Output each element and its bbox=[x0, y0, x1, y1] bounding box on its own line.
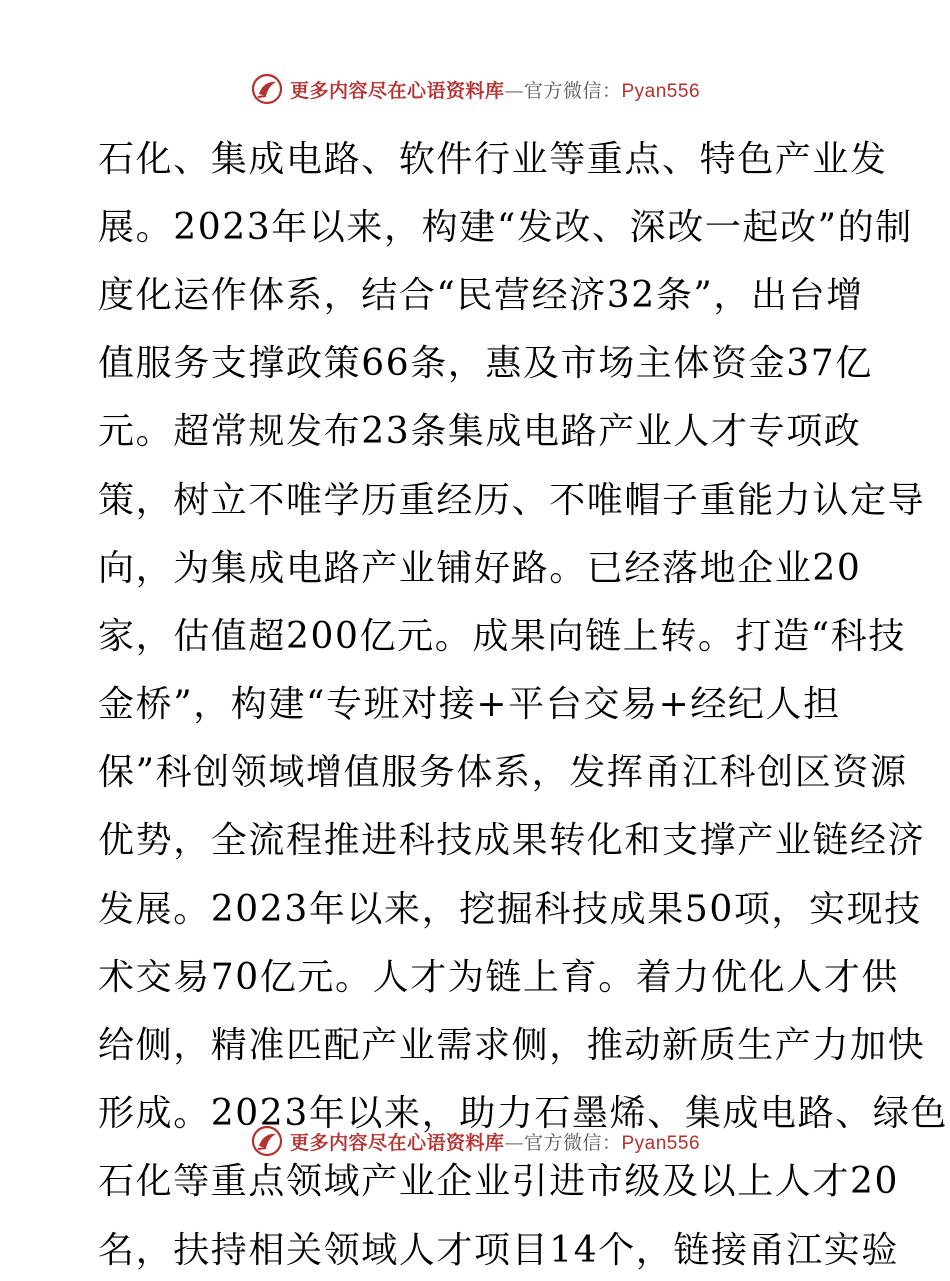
body-text bbox=[98, 122, 949, 1281]
book-logo-icon bbox=[250, 1124, 284, 1158]
text-line: 形成。2023年以来，助力石墨烯、集成电路、绿色 bbox=[98, 1093, 949, 1135]
watermark-dash: — bbox=[504, 1131, 524, 1154]
watermark-sub: 官方微信： bbox=[523, 1131, 622, 1154]
watermark-text bbox=[290, 76, 700, 103]
watermark-footer bbox=[0, 1124, 950, 1158]
text-line: 元。超常规发布23条集成电路产业人才专项政 bbox=[98, 411, 862, 453]
text-line: 给侧，精准匹配产业需求侧，推动新质生产力加快 bbox=[98, 1025, 926, 1067]
watermark-id: Pyan556 bbox=[621, 80, 701, 102]
text-line: 术交易70亿元。人才为链上育。着力优化人才供 bbox=[98, 956, 900, 998]
text-line: 优势，全流程推进科技成果转化和支撑产业链经济 bbox=[98, 820, 926, 862]
text-line: 石化等重点领域产业企业引进市级及以上人才20 bbox=[98, 1161, 900, 1203]
watermark-main: 更多内容尽在心语资料库 bbox=[289, 79, 505, 102]
text-line: 名，扶持相关领域人才项目14个，链接甬江实验 bbox=[98, 1229, 900, 1271]
text-line: 保”科创领域增值服务体系，发挥甬江科创区资源 bbox=[98, 752, 908, 794]
watermark-id: Pyan556 bbox=[621, 1132, 701, 1154]
text-line: 金桥”，构建“专班对接+平台交易+经纪人担 bbox=[98, 684, 841, 726]
text-line: 值服务支撑政策66条，惠及市场主体资金37亿 bbox=[98, 343, 873, 385]
book-logo-icon bbox=[250, 72, 284, 106]
text-line: 家，估值超200亿元。成果向链上转。打造“科技 bbox=[98, 615, 906, 657]
text-line: 度化运作体系，结合“民营经济32条”，出台增 bbox=[98, 274, 864, 316]
watermark-text bbox=[290, 1128, 700, 1155]
watermark-dash: — bbox=[504, 79, 524, 102]
text-line: 石化、集成电路、软件行业等重点、特色产业发 bbox=[98, 138, 888, 180]
text-line: 发展。2023年以来，挖掘科技成果50项，实现技 bbox=[98, 888, 922, 930]
watermark-sub: 官方微信： bbox=[523, 79, 622, 102]
watermark-header bbox=[0, 72, 950, 106]
text-line: 向，为集成电路产业铺好路。已经落地企业20 bbox=[98, 547, 862, 589]
watermark-main: 更多内容尽在心语资料库 bbox=[289, 1131, 505, 1154]
text-line: 展。2023年以来，构建“发改、深改一起改”的制 bbox=[98, 206, 913, 248]
text-line: 策，树立不唯学历重经历、不唯帽子重能力认定导 bbox=[98, 479, 926, 521]
